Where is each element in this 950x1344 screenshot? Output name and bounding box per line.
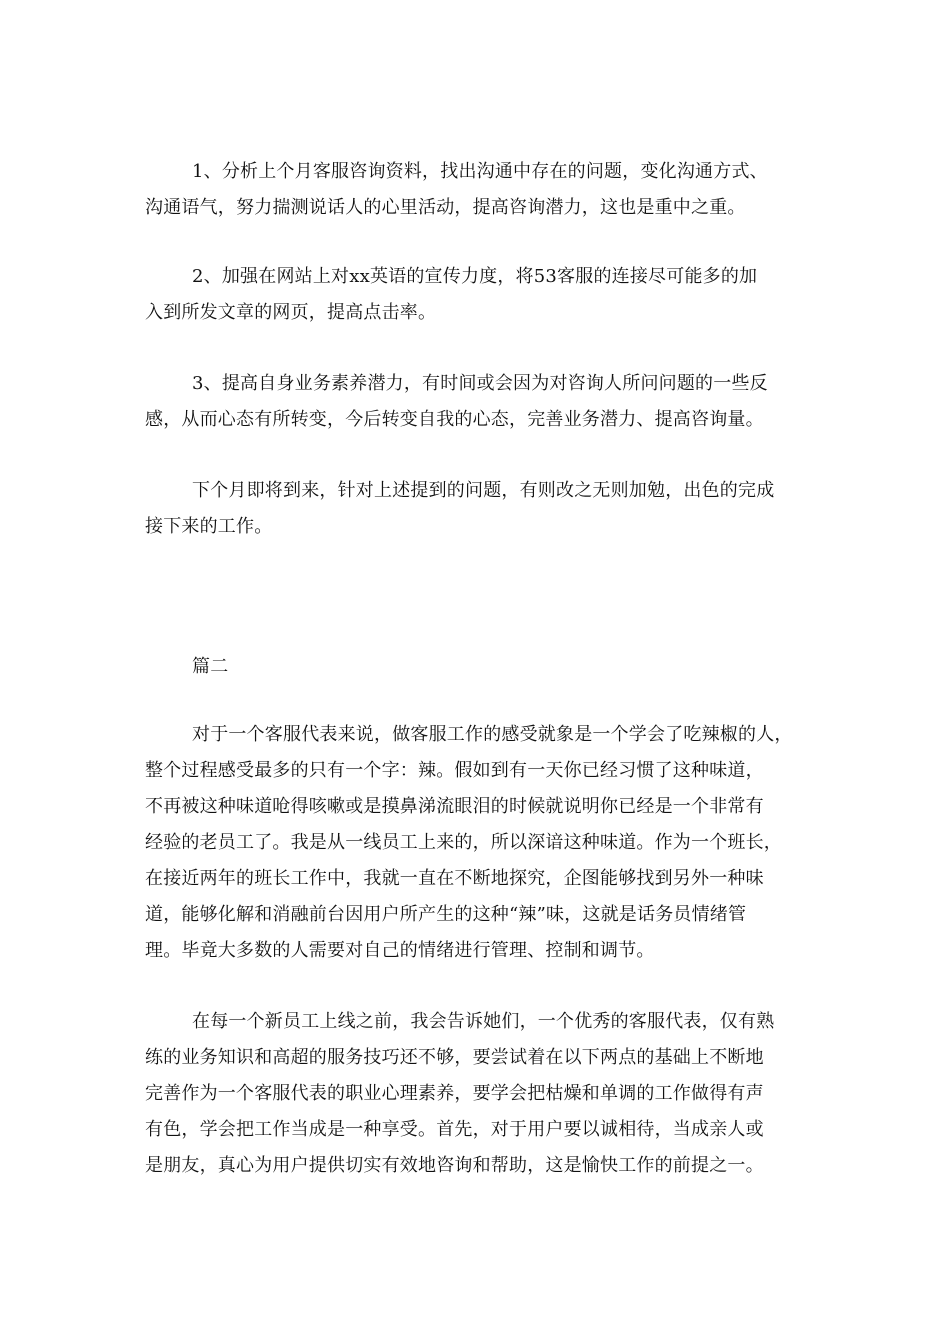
paragraph-5-line-6: 道，能够化解和消融前台因用户所产生的这种“辣”味，这就是话务员情绪管 bbox=[145, 904, 747, 925]
section-heading: 篇二 bbox=[192, 656, 229, 677]
paragraph-6-line-5: 是朋友，真心为用户提供切实有效地咨询和帮助，这是愉快工作的前提之一。 bbox=[145, 1155, 764, 1176]
paragraph-2-line-1: 2、加强在网站上对xx英语的宣传力度，将53客服的连接尽可能多的加 bbox=[192, 266, 758, 287]
paragraph-6-line-3: 完善作为一个客服代表的职业心理素养，要学会把枯燥和单调的工作做得有声 bbox=[145, 1083, 764, 1104]
paragraph-5-line-1: 对于一个客服代表来说，做客服工作的感受就象是一个学会了吃辣椒的人， bbox=[192, 724, 793, 745]
paragraph-6-line-1: 在每一个新员工上线之前，我会告诉她们，一个优秀的客服代表，仅有熟 bbox=[192, 1011, 775, 1032]
paragraph-2-line-2: 入到所发文章的网页，提高点击率。 bbox=[145, 302, 437, 323]
paragraph-3-line-2: 感，从而心态有所转变，今后转变自我的心态，完善业务潜力、提高咨询量。 bbox=[145, 409, 764, 430]
paragraph-4-line-1: 下个月即将到来，针对上述提到的问题，有则改之无则加勉，出色的完成 bbox=[192, 480, 775, 501]
paragraph-5-line-2: 整个过程感受最多的只有一个字：辣。假如到有一天你已经习惯了这种味道， bbox=[145, 760, 764, 781]
paragraph-5-line-7: 理。毕竟大多数的人需要对自己的情绪进行管理、控制和调节。 bbox=[145, 940, 655, 961]
paragraph-6-line-2: 练的业务知识和高超的服务技巧还不够，要尝试着在以下两点的基础上不断地 bbox=[145, 1047, 764, 1068]
paragraph-5-line-3: 不再被这种味道呛得咳嗽或是摸鼻涕流眼泪的时候就说明你已经是一个非常有 bbox=[145, 796, 764, 817]
paragraph-3-line-1: 3、提高自身业务素养潜力，有时间或会因为对咨询人所问问题的一些反 bbox=[192, 373, 768, 394]
paragraph-5-line-5: 在接近两年的班长工作中，我就一直在不断地探究，企图能够找到另外一种味 bbox=[145, 868, 764, 889]
paragraph-4-line-2: 接下来的工作。 bbox=[145, 516, 273, 537]
paragraph-1-line-2: 沟通语气，努力揣测说话人的心里活动，提高咨询潜力，这也是重中之重。 bbox=[145, 197, 746, 218]
paragraph-6-line-4: 有色，学会把工作当成是一种享受。首先，对于用户要以诚相待，当成亲人或 bbox=[145, 1119, 764, 1140]
paragraph-5-line-4: 经验的老员工了。我是从一线员工上来的，所以深谙这种味道。作为一个班长， bbox=[145, 832, 782, 853]
paragraph-1-line-1: 1、分析上个月客服咨询资料，找出沟通中存在的问题，变化沟通方式、 bbox=[192, 161, 768, 182]
